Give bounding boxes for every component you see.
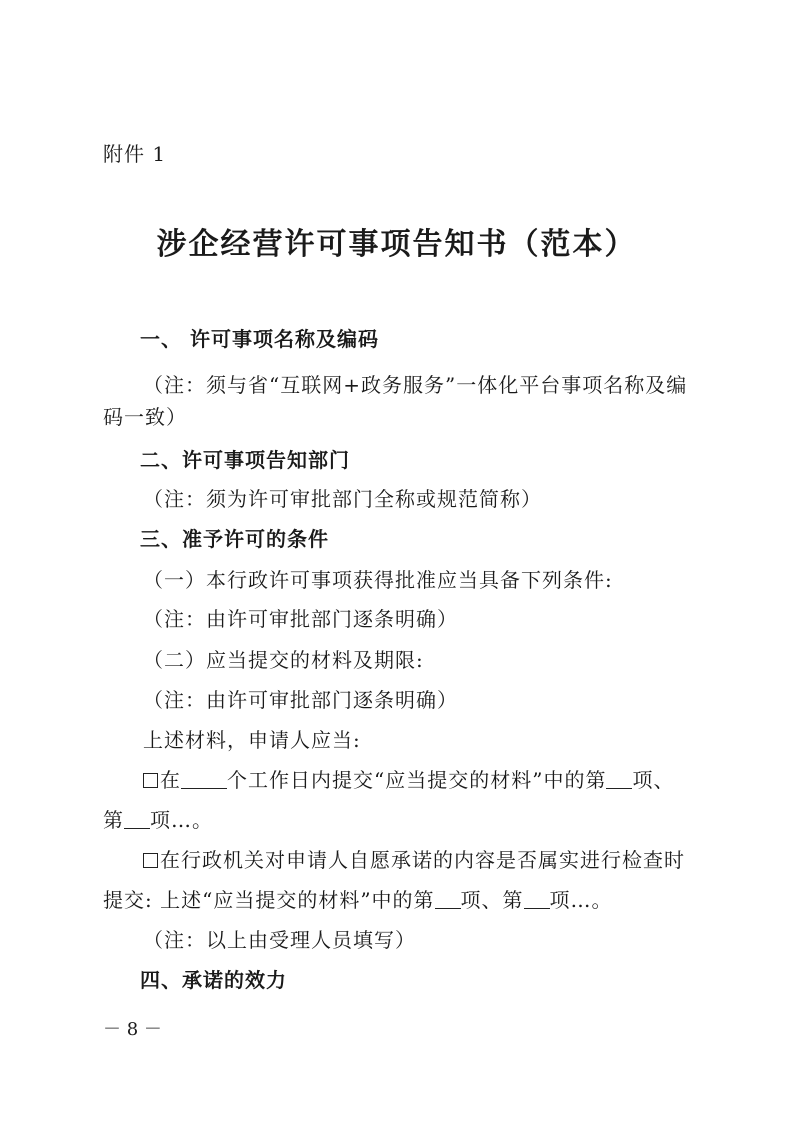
option2-text-b: 提交: 上述“应当提交的材料”中的第: [103, 888, 435, 912]
option2-text-d: 项…。: [549, 888, 613, 912]
section1-note-line2: 码一致）: [103, 405, 187, 429]
option2-text-a: 在行政机关对申请人自愿承诺的内容是否属实进行检查时: [160, 848, 685, 872]
section4-heading: 四、承诺的效力: [140, 968, 287, 992]
option1-checkbox[interactable]: [143, 773, 158, 788]
document-title: 涉企经营许可事项告知书（范本）: [156, 227, 637, 262]
option2-text-c: 项、第: [460, 888, 524, 912]
option1-text-c: 项、: [632, 768, 675, 792]
section3-sub2-note: （注：由许可审批部门逐条明确）: [143, 688, 458, 712]
section1-note-line1: （注：须与省“互联网+政务服务”一体化平台事项名称及编: [143, 373, 688, 397]
section3-heading: 三、准予许可的条件: [140, 527, 329, 551]
section3-sub1: （一）本行政许可事项获得批准应当具备下列条件:: [143, 568, 613, 592]
option2-checkbox[interactable]: [143, 853, 158, 868]
option2-line1: [143, 848, 685, 872]
option1-line1: [143, 768, 674, 792]
section1-heading: 一、 许可事项名称及编码: [140, 327, 379, 351]
option1-text-d: 第: [103, 808, 124, 832]
item-blank-3[interactable]: [435, 890, 461, 909]
item-blank-1[interactable]: [606, 770, 632, 789]
attachment-label: 附件 1: [103, 142, 167, 166]
materials-intro: 上述材料，申请人应当:: [143, 728, 361, 752]
item-blank-2[interactable]: [124, 810, 150, 829]
fill-note: （注：以上由受理人员填写）: [143, 928, 416, 952]
section2-heading: 二、许可事项告知部门: [140, 448, 350, 472]
section3-sub2: （二）应当提交的材料及期限:: [143, 648, 424, 672]
option1-text-a: 在: [160, 768, 181, 792]
days-blank[interactable]: [181, 770, 227, 789]
section2-note: （注：须为许可审批部门全称或规范简称）: [143, 487, 542, 511]
option2-line2: [103, 888, 613, 912]
item-blank-4[interactable]: [524, 890, 550, 909]
option1-text-e: 项…。: [150, 808, 213, 832]
section3-sub1-note: （注：由许可审批部门逐条明确）: [143, 607, 458, 631]
page-number: － 8 －: [103, 1019, 162, 1040]
option1-text-b: 个工作日内提交“应当提交的材料”中的第: [227, 768, 607, 792]
option1-line2: [103, 808, 213, 832]
